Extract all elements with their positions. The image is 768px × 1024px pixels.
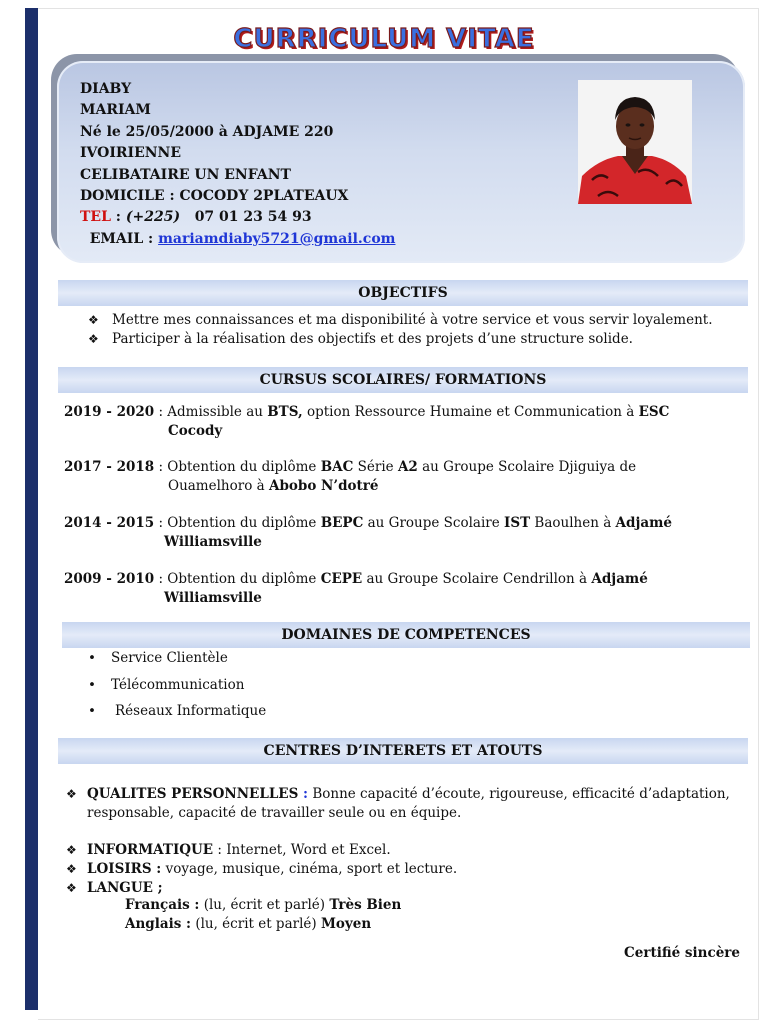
personal-info	[80, 79, 396, 250]
certifie-sincere: Certifié sincère	[624, 945, 740, 961]
email-line	[80, 229, 396, 250]
cv-title: CURRICULUM VITAE	[233, 24, 535, 54]
page-left-border	[25, 8, 38, 1010]
bullet-dot-icon: •	[88, 703, 96, 719]
marital-status: CELIBATAIRE UN ENFANT	[80, 166, 291, 183]
tel-sep: :	[110, 209, 126, 226]
diamond-bullet-icon: ❖	[88, 332, 99, 346]
diamond-bullet-icon: ❖	[66, 787, 77, 801]
cursus-years: 2019 - 2020	[64, 404, 155, 420]
cursus-years: 2009 - 2010	[64, 571, 155, 587]
competences-list	[88, 650, 266, 730]
bullet-dot-icon: •	[88, 650, 96, 666]
cursus-years: 2017 - 2018	[64, 459, 155, 475]
cursus-entry: 2019 - 2020 : Admissible au BTS, option Ressource Humaine et Communication à ESC Cocody	[64, 404, 670, 439]
portrait-illustration	[578, 80, 692, 204]
list-item: • Réseaux Informatique	[88, 703, 267, 719]
section-competences: DOMAINES DE COMPETENCES	[62, 622, 750, 648]
last-name: DIABY	[80, 81, 132, 97]
birth-info: Né le 25/05/2000 à ADJAME 220	[80, 123, 334, 140]
profile-photo	[578, 80, 692, 204]
cursus-entry: 2014 - 2015 : Obtention du diplôme BEPC au Groupe Scolaire IST Baoulhen à Adjamé Williamsville	[64, 515, 672, 550]
tel-label: TEL	[80, 209, 111, 226]
tel-prefix: (+225)	[125, 209, 181, 226]
interets-list	[66, 841, 746, 898]
section-interets: CENTRES D’INTERETS ET ATOUTS	[58, 738, 748, 764]
email-link[interactable]: mariamdiaby5721@gmail.com	[158, 230, 396, 247]
nationality: IVOIRIENNE	[80, 145, 182, 162]
phone-line	[80, 207, 396, 228]
email-label: EMAIL :	[89, 230, 159, 247]
list-item: ❖ Participer à la réalisation des objectifs et des projets d’une structure solide.	[88, 331, 633, 347]
diamond-bullet-icon: ❖	[66, 843, 77, 857]
list-item: ❖ INFORMATIQUE : Internet, Word et Excel.	[66, 842, 391, 858]
list-item: ❖ LOISIRS : voyage, musique, cinéma, sport et lecture.	[66, 861, 458, 877]
list-item: • Télécommunication	[88, 676, 245, 693]
section-cursus: CURSUS SCOLAIRES/ FORMATIONS	[58, 367, 748, 393]
objectifs-list	[88, 311, 713, 349]
langue-anglais: Anglais : (lu, écrit et parlé) Moyen	[125, 916, 372, 932]
domicile: DOMICILE : COCODY 2PLATEAUX	[80, 188, 349, 205]
first-name: MARIAM	[80, 102, 151, 119]
qualites-personnelles: ❖ QUALITES PERSONNELLES : Bonne capacité d’écoute, rigoureuse, efficacité d’adaptation, responsable, capacité de travailler seule ou en équipe.	[66, 786, 730, 821]
bullet-dot-icon: •	[88, 676, 96, 693]
diamond-bullet-icon: ❖	[66, 862, 77, 876]
cursus-entry: 2009 - 2010 : Obtention du diplôme CEPE au Groupe Scolaire Cendrillon à Adjamé Williamsville	[64, 571, 648, 606]
cursus-years: 2014 - 2015	[64, 515, 155, 531]
list-item: • Service Clientèle	[88, 650, 228, 666]
list-item: ❖ LANGUE ;	[66, 880, 163, 896]
tel-number: 07 01 23 54 93	[194, 209, 312, 226]
section-objectifs: OBJECTIFS	[58, 280, 748, 306]
diamond-bullet-icon: ❖	[88, 313, 99, 327]
cursus-entry: 2017 - 2018 : Obtention du diplôme BAC Série A2 au Groupe Scolaire Djiguiya de Ouamelhoro à Abobo N’dotré	[64, 459, 637, 494]
list-item: ❖ Mettre mes connaissances et ma disponibilité à votre service et vous servir loyalement.	[88, 312, 713, 328]
diamond-bullet-icon: ❖	[66, 881, 77, 895]
langue-francais: Français : (lu, écrit et parlé) Très Bien	[125, 897, 402, 913]
